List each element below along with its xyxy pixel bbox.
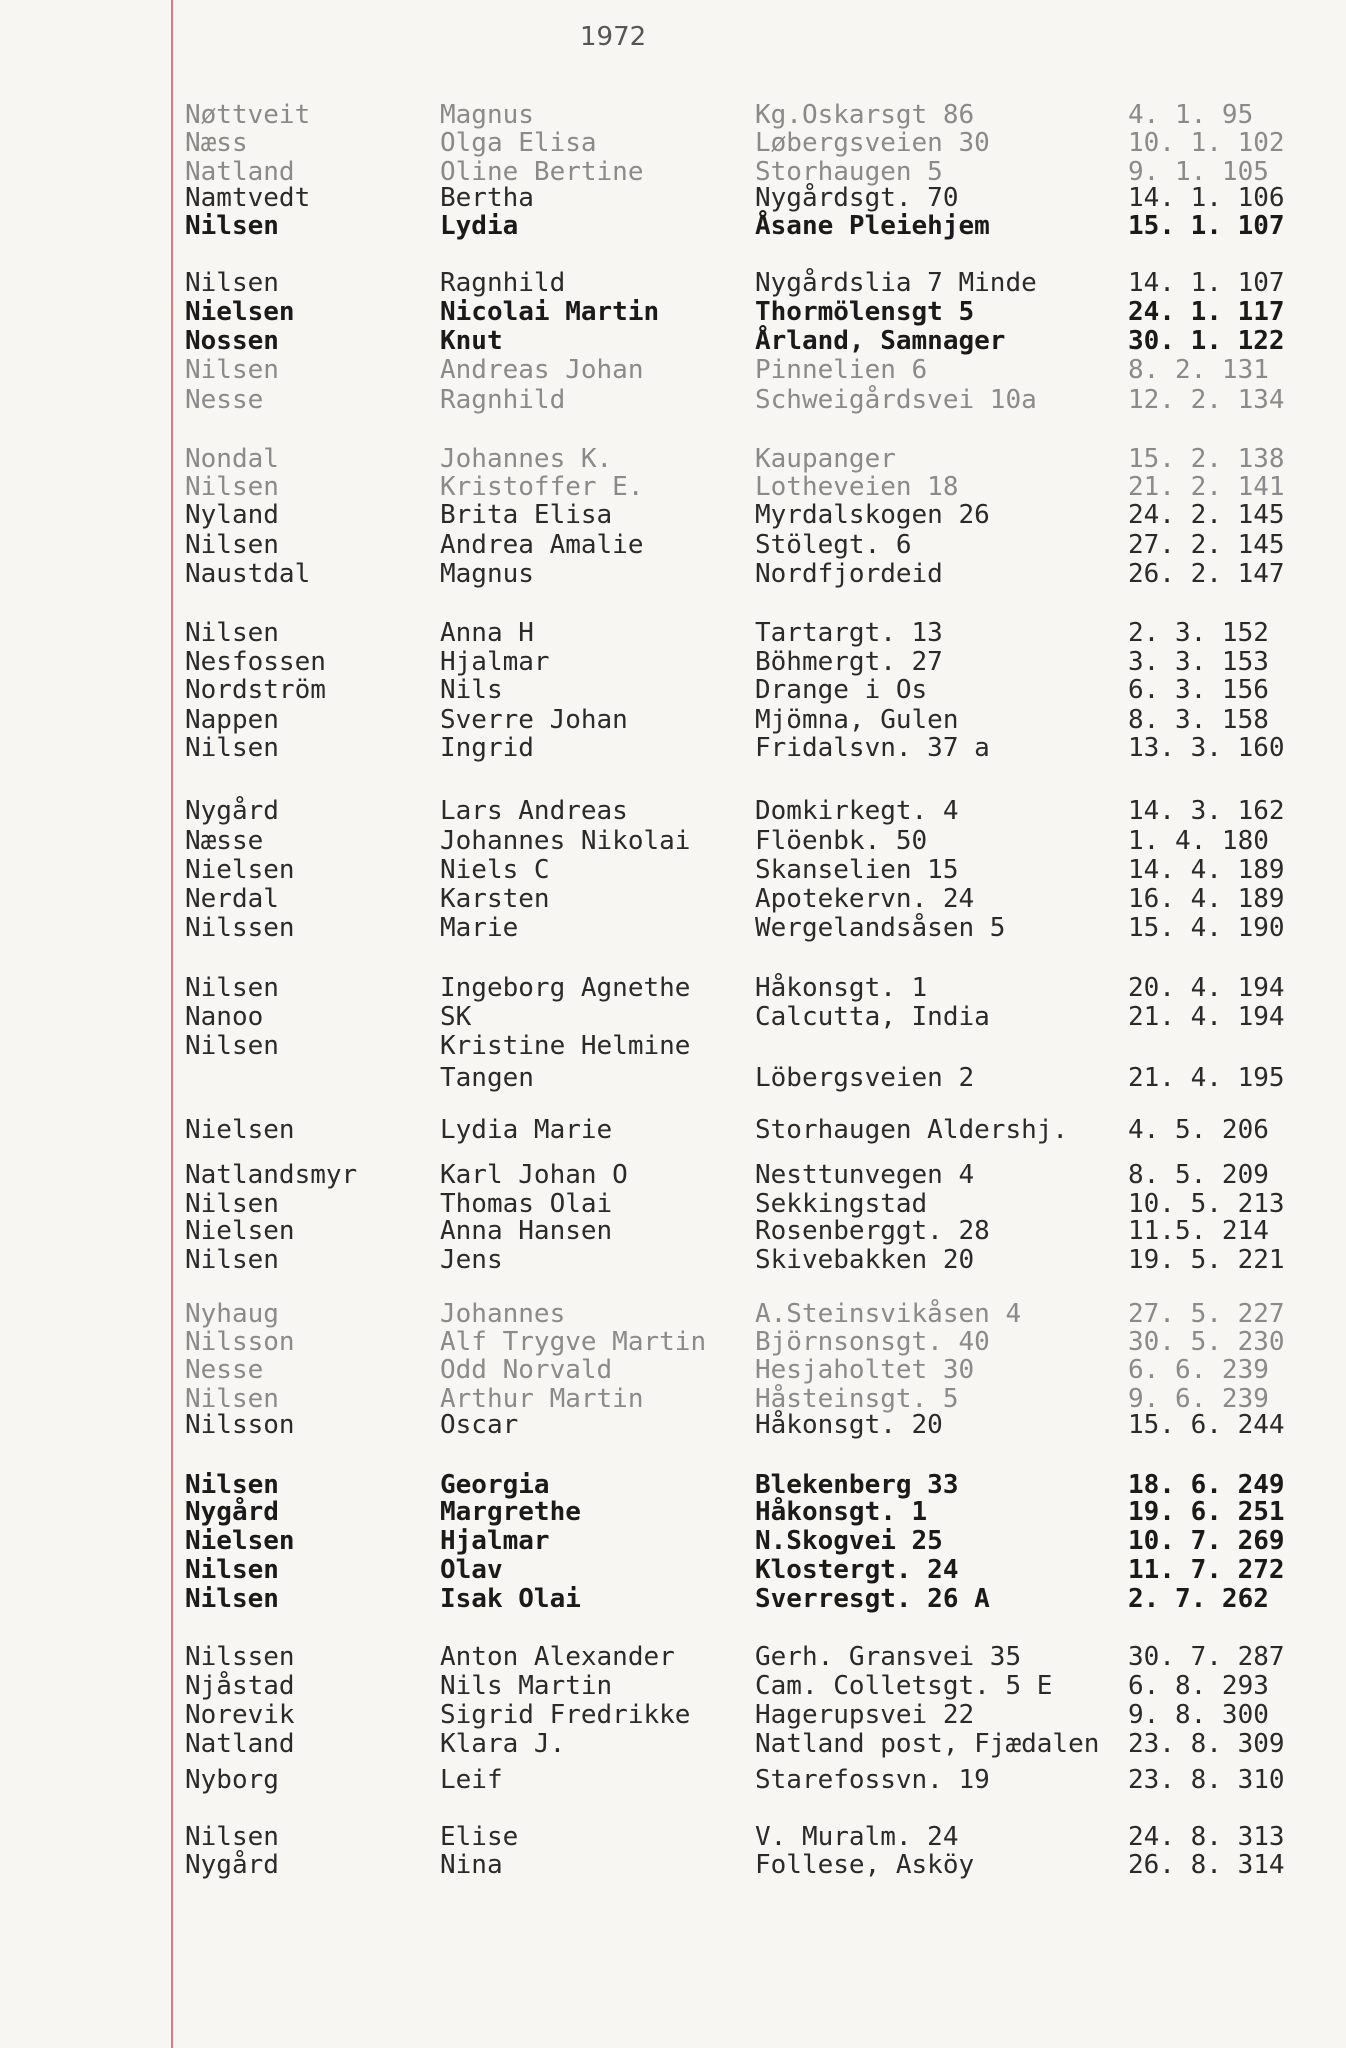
- given-cell: Jens: [440, 1245, 503, 1275]
- given-cell: Johannes K.: [440, 444, 613, 474]
- ledger-row: [0, 211, 1346, 241]
- address-cell: Starefossvn. 19: [755, 1765, 990, 1795]
- surname-cell: Nilsen: [185, 1384, 279, 1414]
- address-cell: Løbergsveien 30: [755, 128, 990, 158]
- address-cell: Drange i Os: [755, 675, 928, 705]
- address-cell: Stölegt. 6: [755, 530, 912, 560]
- date-cell: 18. 6. 249: [1128, 1470, 1285, 1500]
- surname-cell: Nilssen: [185, 1642, 295, 1672]
- surname-cell: Norevik: [185, 1700, 295, 1730]
- ledger-row: [0, 268, 1346, 298]
- given-cell: Ragnhild: [440, 268, 566, 298]
- given-cell: Sverre Johan: [440, 705, 628, 735]
- address-cell: Pinnelien 6: [755, 355, 928, 385]
- address-cell: Natland post, Fjædalen: [755, 1729, 1100, 1759]
- surname-cell: Nyborg: [185, 1765, 279, 1795]
- address-cell: Håkonsgt. 1: [755, 973, 928, 1003]
- address-cell: N.Skogvei 25: [755, 1526, 943, 1556]
- given-cell: Margrethe: [440, 1497, 581, 1527]
- date-cell: 4. 5. 206: [1128, 1115, 1269, 1145]
- ledger-row: [0, 530, 1346, 560]
- date-cell: 2. 3. 152: [1128, 618, 1269, 648]
- surname-cell: Nilssen: [185, 913, 295, 943]
- date-cell: 19. 5. 221: [1128, 1245, 1285, 1275]
- address-cell: Cam. Colletsgt. 5 E: [755, 1671, 1053, 1701]
- ledger-row: [0, 1327, 1346, 1357]
- surname-cell: Nielsen: [185, 1115, 295, 1145]
- date-cell: 14. 3. 162: [1128, 796, 1285, 826]
- ledger-row: [0, 1002, 1346, 1032]
- surname-cell: Nygård: [185, 1850, 279, 1880]
- given-cell: Oscar: [440, 1410, 519, 1440]
- surname-cell: Nilsen: [185, 1822, 279, 1852]
- address-cell: Böhmergt. 27: [755, 647, 943, 677]
- ledger-row: [0, 559, 1346, 589]
- date-cell: 24. 1. 117: [1128, 297, 1285, 327]
- ledger-row: [0, 1299, 1346, 1329]
- ledger-row: [0, 884, 1346, 914]
- surname-cell: Nielsen: [185, 1216, 295, 1246]
- address-cell: Hesjaholtet 30: [755, 1355, 975, 1385]
- date-cell: 2. 7. 262: [1128, 1584, 1269, 1614]
- surname-cell: Nielsen: [185, 297, 295, 327]
- ledger-row: [0, 1555, 1346, 1585]
- date-cell: 26. 2. 147: [1128, 559, 1285, 589]
- surname-cell: Nilsson: [185, 1327, 295, 1357]
- surname-cell: Natlandsmyr: [185, 1160, 358, 1190]
- address-cell: Storhaugen Aldershj.: [755, 1115, 1069, 1145]
- given-cell: Alf Trygve Martin: [440, 1327, 707, 1357]
- date-cell: 11.5. 214: [1128, 1216, 1269, 1246]
- address-cell: Schweigårdsvei 10a: [755, 385, 1037, 415]
- date-cell: 13. 3. 160: [1128, 733, 1285, 763]
- given-cell: Georgia: [440, 1470, 550, 1500]
- date-cell: 24. 8. 313: [1128, 1822, 1285, 1852]
- surname-cell: Nilsen: [185, 355, 279, 385]
- address-cell: Gerh. Gransvei 35: [755, 1642, 1022, 1672]
- address-cell: Årland, Samnager: [755, 326, 1006, 356]
- given-cell: Johannes Nikolai: [440, 826, 691, 856]
- date-cell: 21. 2. 141: [1128, 472, 1285, 502]
- surname-cell: Natland: [185, 157, 295, 187]
- address-cell: Åsane Pleiehjem: [755, 211, 990, 241]
- address-cell: Nygårdslia 7 Minde: [755, 268, 1037, 298]
- address-cell: Håkonsgt. 20: [755, 1410, 943, 1440]
- surname-cell: Nanoo: [185, 1002, 264, 1032]
- date-cell: 15. 2. 138: [1128, 444, 1285, 474]
- date-cell: 23. 8. 310: [1128, 1765, 1285, 1795]
- page-year: 1972: [580, 22, 647, 52]
- surname-cell: Nerdal: [185, 884, 279, 914]
- address-cell: Nesttunvegen 4: [755, 1160, 975, 1190]
- address-cell: Lotheveien 18: [755, 472, 959, 502]
- given-cell: Isak Olai: [440, 1584, 581, 1614]
- given-cell: SK: [440, 1002, 472, 1032]
- ledger-row: [0, 1526, 1346, 1556]
- ledger-row: [0, 1584, 1346, 1614]
- given-cell: Lars Andreas: [440, 796, 628, 826]
- date-cell: 30. 7. 287: [1128, 1642, 1285, 1672]
- given-cell: Oline Bertine: [440, 157, 644, 187]
- given-cell: Kristoffer E.: [440, 472, 644, 502]
- date-cell: 30. 1. 122: [1128, 326, 1285, 356]
- ledger-row: [0, 647, 1346, 677]
- ledger-row: [0, 1216, 1346, 1246]
- surname-cell: Nilsen: [185, 1555, 279, 1585]
- date-cell: 21. 4. 194: [1128, 1002, 1285, 1032]
- date-cell: 6. 3. 156: [1128, 675, 1269, 705]
- given-cell: Marie: [440, 913, 519, 943]
- address-cell: Löbergsveien 2: [755, 1063, 975, 1093]
- ledger-row: [0, 1700, 1346, 1730]
- surname-cell: Nygård: [185, 796, 279, 826]
- ledger-row: [0, 1671, 1346, 1701]
- surname-cell: Namtvedt: [185, 183, 311, 213]
- address-cell: Apotekervn. 24: [755, 884, 975, 914]
- given-cell: Andrea Amalie: [440, 530, 644, 560]
- surname-cell: Nesse: [185, 1355, 264, 1385]
- surname-cell: Nordström: [185, 675, 326, 705]
- given-cell: Anton Alexander: [440, 1642, 675, 1672]
- surname-cell: Nilsen: [185, 973, 279, 1003]
- ledger-row: [0, 385, 1346, 415]
- address-cell: Kg.Oskarsgt 86: [755, 100, 975, 130]
- date-cell: 9. 1. 105: [1128, 157, 1269, 187]
- address-cell: Fridalsvn. 37 a: [755, 733, 990, 763]
- ledger-row: [0, 826, 1346, 856]
- date-cell: 15. 1. 107: [1128, 211, 1285, 241]
- ledger-row: [0, 733, 1346, 763]
- address-cell: Tartargt. 13: [755, 618, 943, 648]
- ledger-row: [0, 1470, 1346, 1500]
- date-cell: 6. 8. 293: [1128, 1671, 1269, 1701]
- date-cell: 19. 6. 251: [1128, 1497, 1285, 1527]
- address-cell: Håsteinsgt. 5: [755, 1384, 959, 1414]
- given-cell: Nina: [440, 1850, 503, 1880]
- date-cell: 15. 6. 244: [1128, 1410, 1285, 1440]
- surname-cell: Næsse: [185, 826, 264, 856]
- ledger-row: [0, 1160, 1346, 1190]
- given-cell: Nils Martin: [440, 1671, 613, 1701]
- date-cell: 8. 2. 131: [1128, 355, 1269, 385]
- ledger-row: [0, 1822, 1346, 1852]
- address-cell: Flöenbk. 50: [755, 826, 928, 856]
- date-cell: 30. 5. 230: [1128, 1327, 1285, 1357]
- surname-cell: Nappen: [185, 705, 279, 735]
- given-cell: Magnus: [440, 559, 534, 589]
- ledger-row: [0, 1031, 1346, 1061]
- given-cell: Karl Johan O: [440, 1160, 628, 1190]
- address-cell: V. Muralm. 24: [755, 1822, 959, 1852]
- surname-cell: Nilsen: [185, 530, 279, 560]
- ledger-row: [0, 100, 1346, 130]
- ledger-row: [0, 1063, 1346, 1093]
- given-cell: Niels C: [440, 855, 550, 885]
- ledger-row: [0, 705, 1346, 735]
- surname-cell: Nyhaug: [185, 1299, 279, 1329]
- given-cell: Ingeborg Agnethe: [440, 973, 691, 1003]
- given-cell: Olga Elisa: [440, 128, 597, 158]
- given-cell: Olav: [440, 1555, 503, 1585]
- ledger-row: [0, 913, 1346, 943]
- ledger-row: [0, 1189, 1346, 1219]
- given-cell: Magnus: [440, 100, 534, 130]
- surname-cell: Naustdal: [185, 559, 311, 589]
- surname-cell: Nilsen: [185, 472, 279, 502]
- address-cell: Sekkingstad: [755, 1189, 928, 1219]
- given-cell: Arthur Martin: [440, 1384, 644, 1414]
- ledger-row: [0, 855, 1346, 885]
- ledger-row: [0, 326, 1346, 356]
- address-cell: Follese, Asköy: [755, 1850, 975, 1880]
- address-cell: Håkonsgt. 1: [755, 1497, 928, 1527]
- given-cell: Nicolai Martin: [440, 297, 660, 327]
- ledger-row: [0, 183, 1346, 213]
- given-cell: Ingrid: [440, 733, 534, 763]
- date-cell: 8. 3. 158: [1128, 705, 1269, 735]
- surname-cell: Nilsen: [185, 733, 279, 763]
- given-cell: Lydia Marie: [440, 1115, 613, 1145]
- address-cell: Rosenberggt. 28: [755, 1216, 990, 1246]
- given-cell: Karsten: [440, 884, 550, 914]
- surname-cell: Nielsen: [185, 1526, 295, 1556]
- surname-cell: Næss: [185, 128, 248, 158]
- given-cell: Tangen: [440, 1063, 534, 1093]
- given-cell: Lydia: [440, 211, 519, 241]
- date-cell: 27. 2. 145: [1128, 530, 1285, 560]
- address-cell: A.Steinsvikåsen 4: [755, 1299, 1022, 1329]
- date-cell: 10. 5. 213: [1128, 1189, 1285, 1219]
- date-cell: 20. 4. 194: [1128, 973, 1285, 1003]
- address-cell: Sverresgt. 26 A: [755, 1584, 990, 1614]
- surname-cell: Nondal: [185, 444, 279, 474]
- given-cell: Leif: [440, 1765, 503, 1795]
- surname-cell: Nilsen: [185, 1584, 279, 1614]
- ledger-row: [0, 973, 1346, 1003]
- ledger-row: [0, 297, 1346, 327]
- surname-cell: Nilsen: [185, 268, 279, 298]
- given-cell: Anna H: [440, 618, 534, 648]
- date-cell: 27. 5. 227: [1128, 1299, 1285, 1329]
- address-cell: Björnsonsgt. 40: [755, 1327, 990, 1357]
- ledger-row: [0, 128, 1346, 158]
- given-cell: Odd Norvald: [440, 1355, 613, 1385]
- date-cell: 21. 4. 195: [1128, 1063, 1285, 1093]
- ledger-row: [0, 444, 1346, 474]
- ledger-row: [0, 1115, 1346, 1145]
- date-cell: 12. 2. 134: [1128, 385, 1285, 415]
- address-cell: Thormölensgt 5: [755, 297, 975, 327]
- date-cell: 1. 4. 180: [1128, 826, 1269, 856]
- date-cell: 16. 4. 189: [1128, 884, 1285, 914]
- surname-cell: Nyland: [185, 500, 279, 530]
- surname-cell: Njåstad: [185, 1671, 295, 1701]
- ledger-row: [0, 1355, 1346, 1385]
- date-cell: 26. 8. 314: [1128, 1850, 1285, 1880]
- date-cell: 6. 6. 239: [1128, 1355, 1269, 1385]
- ledger-row: [0, 1410, 1346, 1440]
- given-cell: Hjalmar: [440, 1526, 550, 1556]
- ledger-row: [0, 1245, 1346, 1275]
- given-cell: Nils: [440, 675, 503, 705]
- address-cell: Skanselien 15: [755, 855, 959, 885]
- given-cell: Ragnhild: [440, 385, 566, 415]
- date-cell: 10. 7. 269: [1128, 1526, 1285, 1556]
- ledger-row: [0, 472, 1346, 502]
- given-cell: Johannes: [440, 1299, 566, 1329]
- surname-cell: Nilsen: [185, 618, 279, 648]
- given-cell: Brita Elisa: [440, 500, 613, 530]
- date-cell: 23. 8. 309: [1128, 1729, 1285, 1759]
- address-cell: Storhaugen 5: [755, 157, 943, 187]
- surname-cell: Nøttveit: [185, 100, 311, 130]
- date-cell: 9. 6. 239: [1128, 1384, 1269, 1414]
- date-cell: 14. 1. 106: [1128, 183, 1285, 213]
- ledger-row: [0, 618, 1346, 648]
- ledger-row: [0, 1850, 1346, 1880]
- ledger-row: [0, 1497, 1346, 1527]
- surname-cell: Nilsen: [185, 1031, 279, 1061]
- given-cell: Bertha: [440, 183, 534, 213]
- given-cell: Kristine Helmine: [440, 1031, 691, 1061]
- address-cell: Calcutta, India: [755, 1002, 990, 1032]
- surname-cell: Natland: [185, 1729, 295, 1759]
- surname-cell: Nygård: [185, 1497, 279, 1527]
- date-cell: 24. 2. 145: [1128, 500, 1285, 530]
- surname-cell: Nesfossen: [185, 647, 326, 677]
- given-cell: Knut: [440, 326, 503, 356]
- date-cell: 11. 7. 272: [1128, 1555, 1285, 1585]
- address-cell: Mjömna, Gulen: [755, 705, 959, 735]
- date-cell: 3. 3. 153: [1128, 647, 1269, 677]
- address-cell: Wergelandsåsen 5: [755, 913, 1006, 943]
- ledger-row: [0, 500, 1346, 530]
- ledger-row: [0, 675, 1346, 705]
- given-cell: Hjalmar: [440, 647, 550, 677]
- ledger-row: [0, 1765, 1346, 1795]
- surname-cell: Nilsen: [185, 211, 279, 241]
- surname-cell: Nilsen: [185, 1245, 279, 1275]
- address-cell: Hagerupsvei 22: [755, 1700, 975, 1730]
- given-cell: Elise: [440, 1822, 519, 1852]
- ledger-row: [0, 796, 1346, 826]
- address-cell: Nygårdsgt. 70: [755, 183, 959, 213]
- date-cell: 8. 5. 209: [1128, 1160, 1269, 1190]
- ledger-row: [0, 1729, 1346, 1759]
- given-cell: Anna Hansen: [440, 1216, 613, 1246]
- date-cell: 14. 4. 189: [1128, 855, 1285, 885]
- date-cell: 14. 1. 107: [1128, 268, 1285, 298]
- date-cell: 10. 1. 102: [1128, 128, 1285, 158]
- address-cell: Klostergt. 24: [755, 1555, 959, 1585]
- given-cell: Klara J.: [440, 1729, 566, 1759]
- ledger-row: [0, 355, 1346, 385]
- surname-cell: Nielsen: [185, 855, 295, 885]
- date-cell: 15. 4. 190: [1128, 913, 1285, 943]
- date-cell: 4. 1. 95: [1128, 100, 1254, 130]
- surname-cell: Nilsson: [185, 1410, 295, 1440]
- surname-cell: Nossen: [185, 326, 279, 356]
- address-cell: Domkirkegt. 4: [755, 796, 959, 826]
- address-cell: Skivebakken 20: [755, 1245, 975, 1275]
- given-cell: Sigrid Fredrikke: [440, 1700, 691, 1730]
- surname-cell: Nesse: [185, 385, 264, 415]
- date-cell: 9. 8. 300: [1128, 1700, 1269, 1730]
- surname-cell: Nilsen: [185, 1470, 279, 1500]
- given-cell: Andreas Johan: [440, 355, 644, 385]
- address-cell: Kaupanger: [755, 444, 896, 474]
- address-cell: Blekenberg 33: [755, 1470, 959, 1500]
- surname-cell: Nilsen: [185, 1189, 279, 1219]
- address-cell: Nordfjordeid: [755, 559, 943, 589]
- given-cell: Thomas Olai: [440, 1189, 613, 1219]
- ledger-row: [0, 1642, 1346, 1672]
- address-cell: Myrdalskogen 26: [755, 500, 990, 530]
